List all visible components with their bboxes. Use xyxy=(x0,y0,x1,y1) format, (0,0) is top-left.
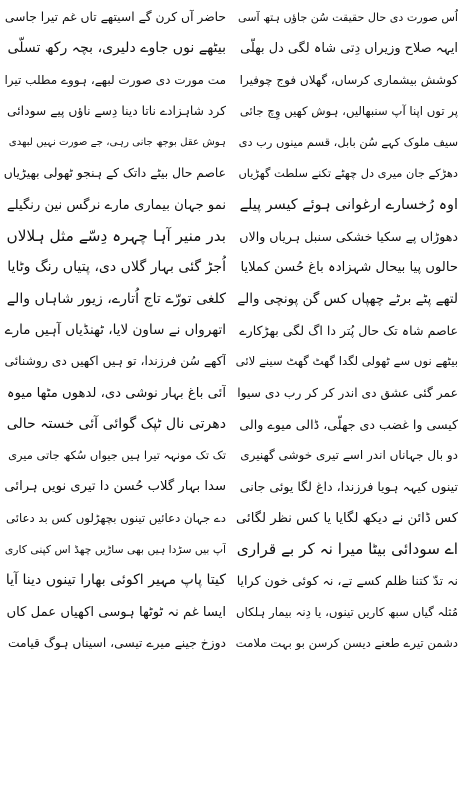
verse-line: ایسا غم نہ ٹوٹھا ہوسی اکھیاں عمل کاں xyxy=(6,604,226,620)
verse-line: عمر گئی عشق دی اندر کر کر رب دی سیوا xyxy=(237,385,458,400)
verse-line: مُثلہ گیاں سبھ کاریں تینوں، یا دِنہ بیمار ہلکاں xyxy=(236,604,458,619)
verse-line: نمو جہان بیماری مارے نرگس نین رنگیلے xyxy=(6,197,226,213)
right-column xyxy=(236,2,458,785)
verse-line: اُجڑ گئی بہار گلاں دی، پتیاں رنگ وٹایا xyxy=(7,259,226,276)
verse-line: آکھے سُن فرزندا، تو ہیں اکھیں دی روشنائی xyxy=(4,354,226,369)
verse-line: کیتا پاپ مہیر اکوئی بھارا تینوں دینا آیا xyxy=(5,572,226,589)
column-gutter xyxy=(230,4,231,783)
verse-line: پر توں اپنا آپ سنبھالیں، ہوش کھیں وِچ جائی xyxy=(239,103,458,118)
verse-line: نہ تدّ کتنا ظلم کسے تے، نہ کوئی خون کرایا xyxy=(236,573,458,589)
verse-line: کرد شاہزادے ناتا دینا دِسے ناؤں پیے سودائی xyxy=(7,103,226,118)
verse-line: دھڑکے جان میری دل چھٹے تکنے سلطت گھڑیاں xyxy=(238,166,458,181)
verse-line: بیٹھے نوں جاوے دلیری، بچہ رکھ تسلّی xyxy=(7,40,226,57)
verse-line: دوزخ جینے میرے تیسی، اسیناں ہوگ قیامت xyxy=(7,635,226,650)
verse-line: اُس صورت دی حال حقیقت سُن جاؤں ہتھ آسی xyxy=(238,11,458,24)
verse-line: تینوں کیہہ ہویا فرزندا، داغ لگا یوئی جانی xyxy=(239,479,458,495)
verse-line: آپ بیں سڑدا ہیں بھی ساڑیں چھڈ اس کپنی کاری xyxy=(4,543,226,557)
verse-line: حاضر آں کرن گے اسیتھے تاں غم تیرا جاسی xyxy=(4,10,226,24)
verse-line: ایہہ صلاح وزیراں دِتی شاہ لگی دل بھلّی xyxy=(240,41,458,57)
verse-line: بدر منیر آہا چہرہ دِسّے مثل ہلالاں xyxy=(6,227,226,246)
verse-line: عاصم حال بیٹے داتک کے ہنجو ٹھولی بھیڑیاں xyxy=(4,166,226,181)
verse-line: عاصم شاہ تک حال پُتر دا اگ لگی بھڑکارے xyxy=(239,322,458,338)
verse-line: حالوں پیا بیحال شہزادہ باغ حُسن کملایا xyxy=(240,260,458,276)
verse-line: اوہ رُخسارے ارغوانی ہوئے کیسر پیلے xyxy=(239,196,458,213)
verse-line: اتھرواں نے ساون لایا، ٹھنڈیاں آہیں مارے xyxy=(4,321,226,338)
verse-line: کلغی تورّے تاج اُتارے، زیور شاہاں والے xyxy=(6,290,226,307)
verse-line: بیٹھے نوں سے ٹھولی لگدا گھٹ گھٹ سینے لائی xyxy=(236,354,458,369)
verse-line: لتھے پٹے برٹے چھپاں کس گن پونچی والے xyxy=(237,290,458,307)
verse-line: مت مورت دی صورت لبھے، ہووے مطلب تیرا xyxy=(4,72,226,87)
verse-line: آئی باغ بہار نوشی دی، لدھوں مٹھا میوہ xyxy=(6,385,226,401)
verse-line: کوشش بیشماری کرساں، گھلاں فوج چوفیرا xyxy=(239,72,458,87)
verse-line: سیف ملوک کہے سُن بابل، قسم مینوں رب دی xyxy=(238,135,458,150)
verse-line: دو بال جہاناں اندر اسے تیری خوشی گھنیری xyxy=(240,448,458,463)
verse-line: اے سودائی بیٹا میرا نہ کر بے قراری xyxy=(236,540,458,559)
verse-line: دھرتی نال ٹپک گوائی آئی خستہ حالی xyxy=(6,415,226,432)
verse-line: تک تک مونہہ تیرا ہیں جیواں سُکھ جاتی میری xyxy=(8,448,226,463)
verse-line: دے جہان دعائیں تینوں بچھڑلوں کس بد دعائی xyxy=(5,510,226,525)
verse-line: ہوش عقل بوجھ جانی رہی، جے صورت نہیں لبھدی xyxy=(8,137,226,149)
verse-line: کس ڈائن نے دیکھ لگایا یا کس نظر لگائی xyxy=(236,510,458,526)
left-column xyxy=(4,2,226,785)
verse-line: کیسی وا غضب دی جھلّی، ڈالی میوے والی xyxy=(239,416,458,432)
verse-line: سدا بہار گلاب حُسن دا تیری نویں ہرائی xyxy=(4,479,226,495)
verse-line: دشمن تیرے طعنے دیسن کرسن بو بہت ملامت xyxy=(236,635,458,650)
verse-line: دھوڑاں پے سکیا خشکی سنبل ہریاں والاں xyxy=(239,229,458,245)
